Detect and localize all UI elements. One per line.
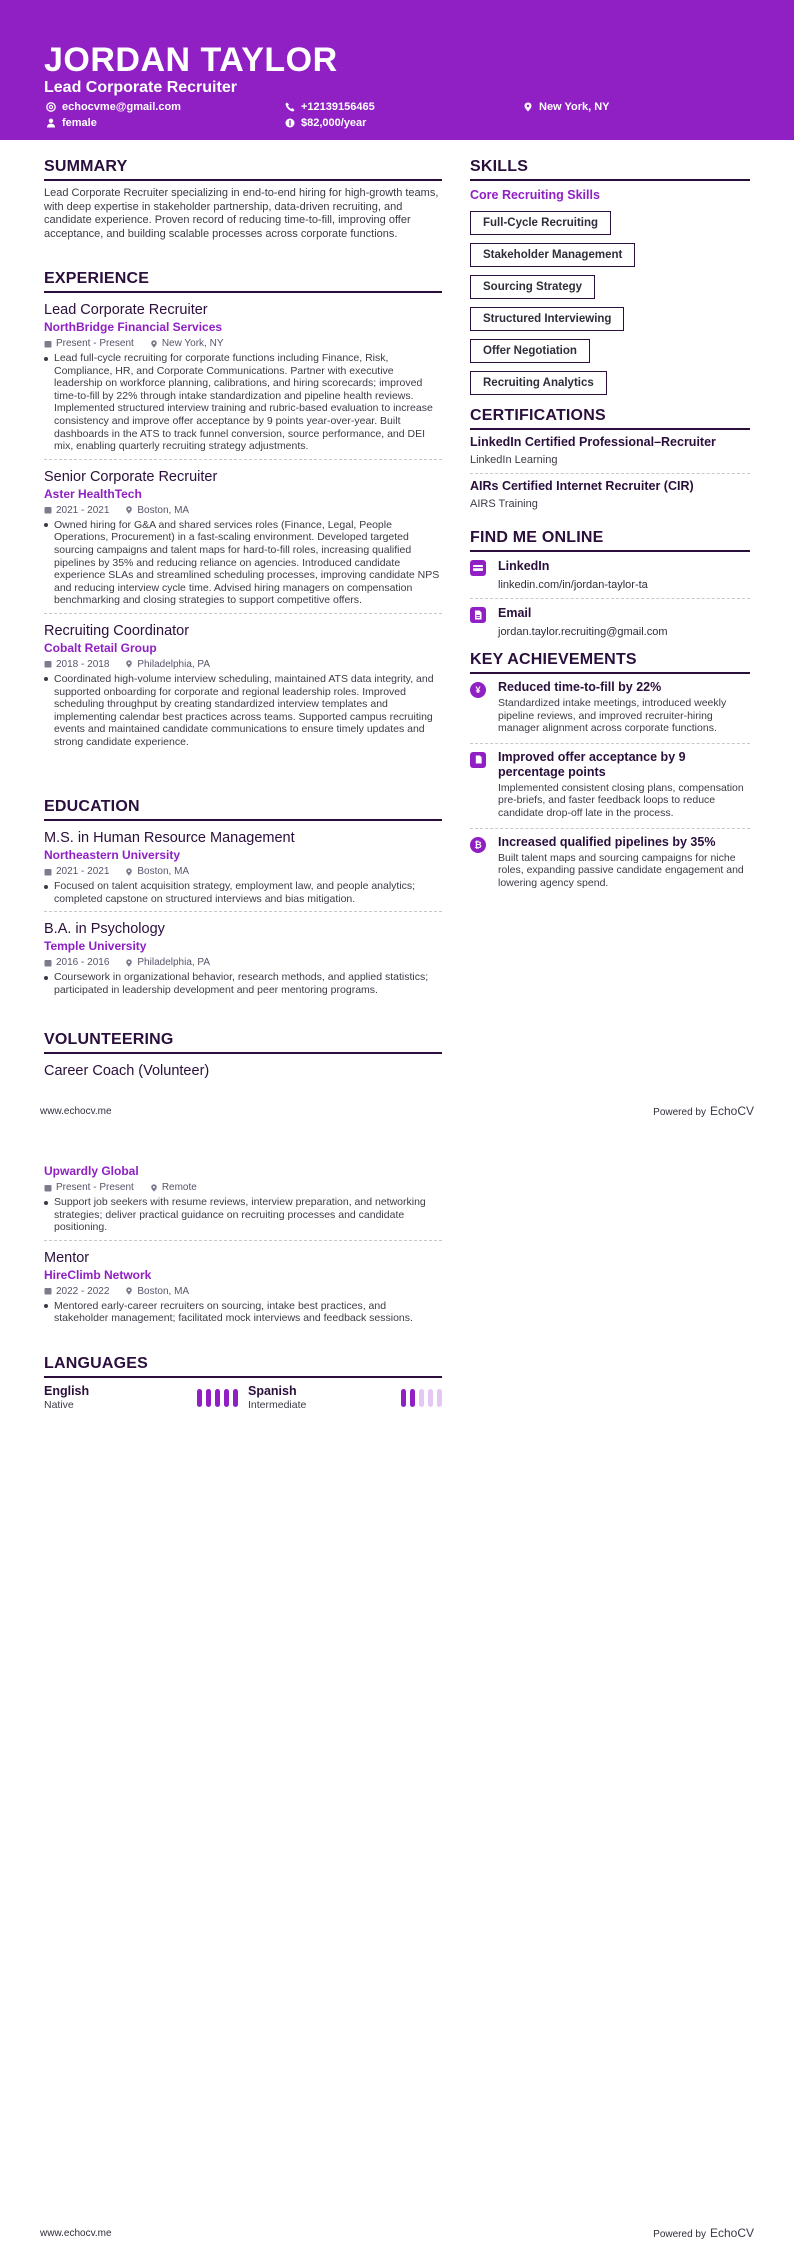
company-name: NorthBridge Financial Services	[44, 320, 223, 334]
job-title: Recruiting Coordinator	[44, 622, 190, 639]
entry-location: Philadelphia, PA	[137, 957, 211, 969]
skill-tag: Offer Negotiation	[470, 339, 590, 363]
calendar-icon	[44, 660, 52, 668]
phone-icon	[285, 102, 295, 112]
location-pin-icon	[125, 1287, 133, 1295]
education-entry	[44, 829, 442, 912]
entry-location: Boston, MA	[137, 1285, 190, 1297]
degree-title: B.A. in Psychology	[44, 921, 165, 938]
footer-site-link[interactable]: www.echocv.me	[40, 1105, 112, 1117]
entry-description: Mentored early-career recruiters on sourcing, intake best practices, and stakeholder management; facilitated mock interviews and feedback sessions.	[54, 1299, 413, 1325]
volunteer-entry	[44, 1249, 442, 1331]
achievement-title: Improved offer acceptance by 9 percentage points	[498, 749, 686, 779]
candidate-name: JORDAN TAYLOR	[44, 41, 338, 79]
languages-section	[44, 1354, 442, 1412]
online-link[interactable]: jordan.taylor.recruiting@gmail.com	[498, 626, 668, 638]
language-item	[248, 1384, 442, 1412]
summary-heading: SUMMARY	[44, 157, 442, 181]
contact-location	[523, 100, 610, 114]
entry-dates: Present - Present	[56, 338, 134, 349]
certification-issuer: LinkedIn Learning	[470, 454, 558, 466]
online-label: Email	[498, 606, 532, 620]
money-icon	[285, 118, 295, 128]
powered-by-label: Powered by	[653, 2229, 706, 2240]
experience-section	[44, 269, 442, 754]
language-rating	[197, 1389, 238, 1407]
entry-dates: Present - Present	[56, 1182, 134, 1193]
achievement-item	[470, 674, 750, 744]
job-title: Senior Corporate Recruiter	[44, 468, 218, 485]
page-footer	[40, 2226, 754, 2240]
rating-bar	[197, 1389, 202, 1407]
entry-meta	[44, 956, 442, 969]
entry-location: Boston, MA	[137, 504, 190, 516]
school-name: Temple University	[44, 939, 147, 954]
entry-meta	[44, 1181, 442, 1194]
email-text: echocvme@gmail.com	[62, 101, 181, 113]
company-name: Cobalt Retail Group	[44, 640, 157, 655]
yen-icon: ¥	[470, 682, 486, 698]
bullet-dot	[44, 523, 48, 527]
rating-bar	[233, 1389, 238, 1407]
bullet-dot	[44, 885, 48, 889]
organization-name: Upwardly Global	[44, 1164, 139, 1178]
language-level: Native	[44, 1399, 74, 1411]
volunteering-continued	[44, 1163, 442, 1331]
location-pin-icon	[125, 868, 133, 876]
rating-bar	[224, 1389, 229, 1407]
entry-dates: 2021 - 2021	[56, 504, 110, 516]
certifications-section	[470, 406, 750, 517]
location-pin-icon	[125, 660, 133, 668]
gender-text: female	[62, 117, 97, 129]
degree-title: M.S. in Human Resource Management	[44, 830, 295, 846]
calendar-icon	[44, 340, 52, 348]
languages-heading: LANGUAGES	[44, 1354, 442, 1378]
entry-location: Remote	[161, 1182, 197, 1193]
skill-tag: Stakeholder Management	[470, 243, 635, 267]
online-heading: FIND ME ONLINE	[470, 528, 750, 552]
certification-item	[470, 474, 750, 517]
rating-bar	[437, 1389, 442, 1407]
achievements-heading: KEY ACHIEVEMENTS	[470, 650, 750, 674]
location-pin-icon	[523, 102, 533, 112]
entry-dates: 2016 - 2016	[56, 957, 110, 969]
powered-by	[653, 2226, 754, 2240]
online-label: LinkedIn	[498, 559, 550, 573]
contact-email[interactable]	[46, 100, 181, 114]
bullet-dot	[44, 1201, 48, 1205]
volunteer-title: Career Coach (Volunteer)	[44, 1063, 210, 1079]
entry-location: Philadelphia, PA	[137, 658, 211, 670]
education-entry	[44, 920, 442, 1002]
job-title: Lead Corporate Recruiter	[44, 302, 208, 318]
bitcoin-icon: ₿	[470, 837, 486, 853]
language-level: Intermediate	[248, 1399, 307, 1411]
location-pin-icon	[150, 1184, 158, 1192]
online-item-linkedin[interactable]	[470, 552, 750, 599]
entry-description: Lead full-cycle recruiting for corporate functions including Finance, Risk, Compliance, HR, and Corporate Communications. Partner with executive leadership on workforce planning, calibrations, and hiring scorecards; improved time-to-fill by 22% through intake standardization and pipeline health reviews. Implemented structured interview training and rubric-based evaluation to increase consistency and improve offer acceptance by 9 points year-over-year. Built dashboards in the ATS to track funnel conversion, source performance, and DEI mix, enabling quarterly recruiting strategy adjustments.	[54, 352, 433, 453]
contact-gender	[46, 116, 97, 130]
entry-description: Coursework in organizational behavior, research methods, and applied statistics; participated in leadership development and peer mentoring programs.	[54, 971, 429, 996]
brand-name[interactable]: EchoCV	[709, 1104, 754, 1118]
entry-dates: 2018 - 2018	[56, 658, 110, 670]
footer-site-link[interactable]: www.echocv.me	[40, 2227, 112, 2239]
powered-by	[653, 1104, 754, 1118]
entry-description: Support job seekers with resume reviews, interview preparation, and networking strategies; deliver practical guidance on recruiting processes and candidate positioning.	[54, 1196, 426, 1234]
rating-bar	[401, 1389, 406, 1407]
contact-phone[interactable]	[285, 100, 375, 114]
entry-location: Boston, MA	[137, 866, 190, 877]
page-footer	[40, 1104, 754, 1118]
entry-description: Coordinated high-volume interview scheduling, maintained ATS data integrity, and supported onboarding for corporate and regional leadership roles. Improved scheduling throughput by creating standardized interview templates and implementing calendar best practices across teams. Supported campus recruiting events and maintained candidate communications to ensure timely updates and strong candidate experience.	[54, 672, 434, 748]
phone-text: +12139156465	[301, 101, 375, 113]
certifications-heading: CERTIFICATIONS	[470, 406, 750, 430]
school-name: Northeastern University	[44, 848, 181, 862]
volunteer-entry	[44, 1164, 442, 1241]
salary-text: $82,000/year	[301, 117, 367, 129]
rating-bar	[419, 1389, 424, 1407]
achievements-section	[470, 650, 750, 897]
rating-bar	[215, 1389, 220, 1407]
resume-header	[0, 0, 794, 140]
entry-dates: 2021 - 2021	[56, 866, 110, 877]
education-section	[44, 797, 442, 1002]
skills-section	[470, 157, 750, 395]
certification-title: LinkedIn Certified Professional–Recruiter	[470, 435, 716, 449]
location-pin-icon	[150, 340, 158, 348]
rating-bar	[206, 1389, 211, 1407]
summary-section	[44, 157, 442, 241]
language-name: Spanish	[248, 1384, 297, 1398]
location-pin-icon	[125, 959, 133, 967]
certification-title: AIRs Certified Internet Recruiter (CIR)	[470, 479, 694, 493]
rating-bar	[428, 1389, 433, 1407]
language-name: English	[44, 1384, 90, 1398]
volunteer-title: Mentor	[44, 1249, 90, 1266]
entry-meta	[44, 658, 442, 671]
entry-description: Focused on talent acquisition strategy, employment law, and people analytics; completed capstone on structured interviews and bias mitigation.	[54, 880, 416, 905]
document-icon	[470, 607, 486, 623]
calendar-icon	[44, 506, 52, 514]
experience-entry	[44, 301, 442, 460]
volunteering-section	[44, 1030, 442, 1080]
location-text: New York, NY	[539, 101, 610, 113]
online-link[interactable]: linkedin.com/in/jordan-taylor-ta	[498, 579, 648, 591]
entry-description: Owned hiring for G&A and shared services roles (Finance, Legal, People Operations, Procurement) in a fast-scaling environment. Developed targeted sourcing campaigns and talent maps for hard-to-fill roles, increasing qualified pipelines by 35% and reducing reliance on agencies. Introduced candidate experience SLAs and streamlined scheduling processes, improving candidate NPS and reducing interview cycle time. Advised hiring managers on compensation benchmarking and closing strategies to support competitive offers.	[54, 518, 440, 607]
bullet-dot	[44, 677, 48, 681]
skills-subheading: Core Recruiting Skills	[470, 188, 600, 202]
entry-meta	[44, 1285, 442, 1298]
language-rating	[401, 1389, 442, 1407]
experience-entry	[44, 622, 442, 755]
achievement-description: Built talent maps and sourcing campaigns for niche roles, expanding passive candidate engagement and lowering agency spend.	[498, 851, 744, 889]
brand-name[interactable]: EchoCV	[709, 2226, 754, 2240]
achievement-item	[470, 744, 750, 829]
candidate-role: Lead Corporate Recruiter	[44, 79, 237, 96]
skill-tag: Recruiting Analytics	[470, 371, 607, 395]
calendar-icon	[44, 1184, 52, 1192]
achievement-title: Increased qualified pipelines by 35%	[498, 834, 716, 849]
volunteering-heading: VOLUNTEERING	[44, 1030, 442, 1054]
id-card-icon	[470, 560, 486, 576]
certification-item	[470, 430, 750, 474]
certification-issuer: AIRS Training	[470, 498, 538, 510]
company-name: Aster HealthTech	[44, 486, 142, 501]
education-heading: EDUCATION	[44, 797, 442, 821]
calendar-icon	[44, 959, 52, 967]
achievement-description: Standardized intake meetings, introduced weekly pipeline reviews, and improved recruiter-hiring manager alignment across corporate functions.	[498, 697, 727, 735]
person-icon	[46, 118, 56, 128]
calendar-icon	[44, 1287, 52, 1295]
online-section	[470, 528, 750, 645]
at-icon	[46, 102, 56, 112]
powered-by-label: Powered by	[653, 1107, 706, 1118]
entry-location: New York, NY	[161, 338, 224, 349]
achievement-description: Implemented consistent closing plans, compensation pre-briefs, and faster feedback loops to reduce candidate drop-off late in the process.	[498, 781, 744, 819]
organization-name: HireClimb Network	[44, 1267, 152, 1282]
achievement-item	[470, 829, 750, 898]
calendar-icon	[44, 868, 52, 876]
bullet-dot	[44, 357, 48, 361]
skills-heading: SKILLS	[470, 157, 750, 181]
experience-entry	[44, 468, 442, 614]
entry-meta	[44, 337, 442, 350]
entry-meta	[44, 504, 442, 517]
summary-text: Lead Corporate Recruiter specializing in end-to-end hiring for high-growth teams, with deep expertise in stakeholder partnership, data-driven recruiting, and candidate experience. Proven record of reducing time-to-fill, improving offer acceptance, and building scalable processes across corporate functions.	[44, 187, 439, 240]
rating-bar	[410, 1389, 415, 1407]
document-icon	[470, 752, 486, 768]
experience-heading: EXPERIENCE	[44, 269, 442, 293]
bullet-dot	[44, 1304, 48, 1308]
online-item-email[interactable]	[470, 599, 750, 645]
language-item	[44, 1384, 238, 1412]
skill-tag: Structured Interviewing	[470, 307, 624, 331]
bullet-dot	[44, 976, 48, 980]
location-pin-icon	[125, 506, 133, 514]
contact-salary	[285, 116, 366, 130]
achievement-title: Reduced time-to-fill by 22%	[498, 680, 662, 694]
skill-tag: Full-Cycle Recruiting	[470, 211, 611, 235]
skill-tag: Sourcing Strategy	[470, 275, 595, 299]
entry-meta	[44, 865, 442, 878]
entry-dates: 2022 - 2022	[56, 1285, 110, 1297]
